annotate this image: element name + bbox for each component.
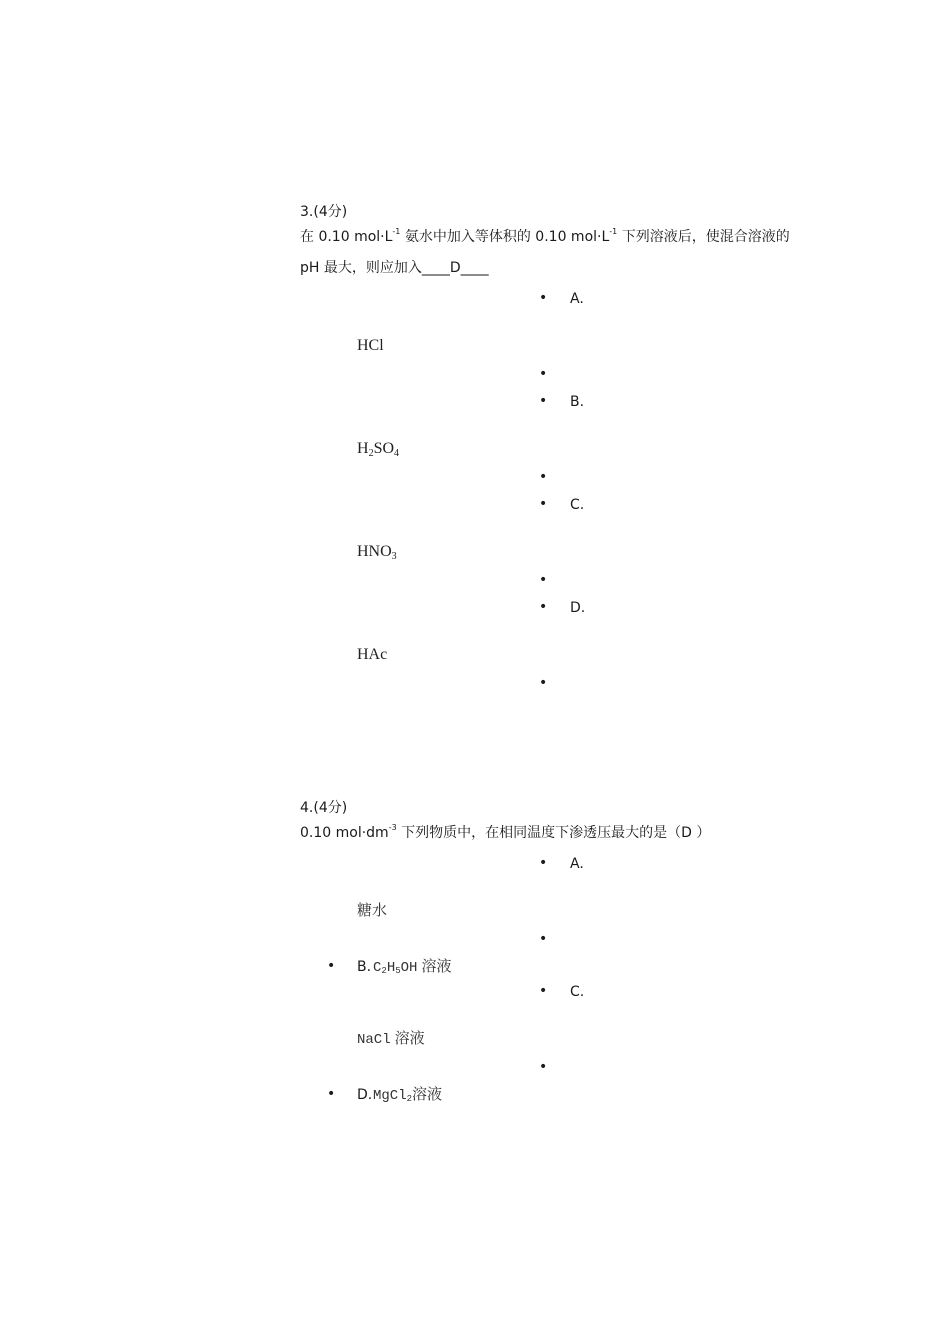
question-4-text (300, 823, 711, 841)
q4-option-c-trailing-bullet: • (539, 1059, 548, 1075)
q4-option-d-text: MgCl$_2$溶液 (373, 1085, 443, 1104)
q4-option-b-text: $C_2H_5OH$ 溶液 (373, 957, 452, 976)
option-b-trailing-bullet: • (539, 469, 548, 485)
q4-option-d-bullet: • (327, 1086, 336, 1102)
q3-line1-part1: 在 0.10 mol·L (300, 229, 393, 245)
q4-option-a-text: 糖水 (357, 901, 388, 919)
question-4-header: 4.(4分) (300, 800, 348, 816)
q3-answer-blank-right: ____ (460, 260, 489, 276)
q3-line1-sup1: -1 (392, 227, 401, 236)
q4-option-a-bullet: • (539, 855, 548, 871)
q3-option-b-text: $H_2SO_4$ (357, 440, 400, 459)
q4-option-b-label[interactable]: B. (357, 959, 372, 975)
q3-answer-blank-left: ____ (421, 260, 450, 276)
q3-option-b-label[interactable]: B. (570, 394, 585, 410)
q4-option-b-bullet: • (327, 958, 336, 974)
q4-option-c-bullet: • (539, 983, 548, 999)
option-a-bullet: • (539, 290, 548, 306)
q3-option-d-text: HAc (357, 646, 388, 663)
q3-line1-sup2: -1 (609, 227, 618, 236)
q4-option-c-label[interactable]: C. (570, 984, 585, 1000)
question-3-text-line2 (300, 261, 489, 275)
option-d-bullet: • (539, 599, 548, 615)
q3-answer: D (449, 260, 461, 276)
q4-option-c-text: NaCl 溶液 (357, 1029, 425, 1048)
option-c-bullet: • (539, 496, 548, 512)
q3-line1-part2: 氨水中加入等体积的 0.10 mol·L (400, 229, 610, 245)
q3-option-d-label[interactable]: D. (570, 600, 586, 616)
q3-line1-part3: 下列溶液后，使混合溶液的 (617, 229, 790, 245)
q3-option-c-label[interactable]: C. (570, 497, 585, 513)
q4-line1-part2: 下列物质中，在相同温度下渗透压最大的是（D ） (396, 825, 711, 841)
option-b-bullet: • (539, 393, 548, 409)
q4-line1-part1: 0.10 mol·dm (300, 825, 389, 841)
q3-option-a-text: HCl (357, 337, 384, 354)
q4-line1-sup1: -3 (388, 823, 397, 832)
q4-option-d-label[interactable]: D. (357, 1087, 373, 1103)
question-3-header: 3.(4分) (300, 204, 348, 220)
q4-option-a-label[interactable]: A. (570, 856, 584, 872)
question-3-text-line1 (300, 227, 790, 245)
q4-option-a-trailing-bullet: • (539, 931, 548, 947)
q3-line2-prefix: pH 最大，则应加入 (300, 260, 422, 276)
option-c-trailing-bullet: • (539, 572, 548, 588)
q3-option-a-label[interactable]: A. (570, 291, 584, 307)
q3-option-c-text: $HNO_3$ (357, 543, 397, 562)
option-a-trailing-bullet: • (539, 366, 548, 382)
option-d-trailing-bullet: • (539, 675, 548, 691)
